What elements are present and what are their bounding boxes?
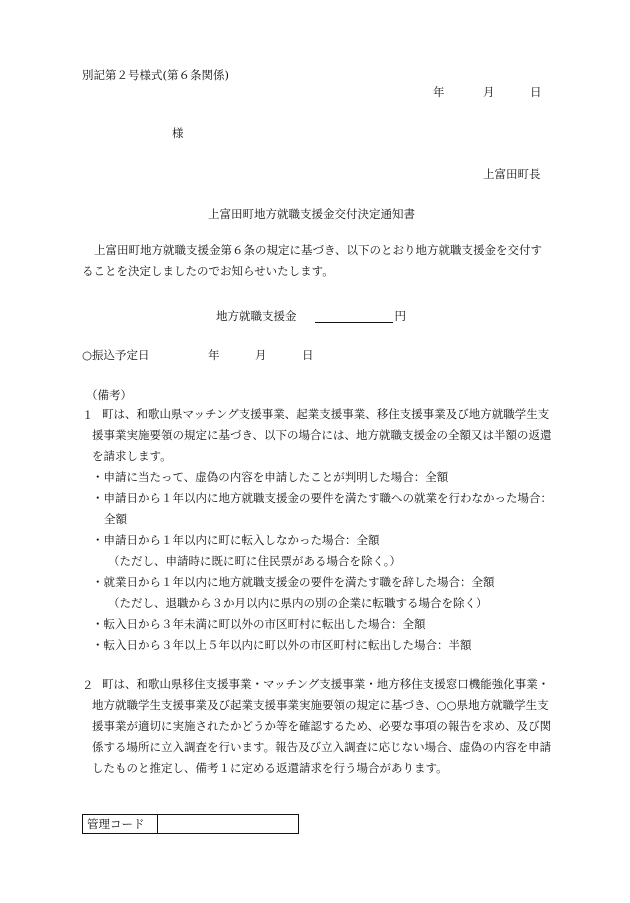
recipient-suffix: 様: [172, 126, 184, 140]
note-1-text: 町は、和歌山県マッチング支援事業、起業支援事業、移住支援事業及び地方就職学生支援事業実施要領の規定に基づき、以下の場合には、地方就職支援金の全額又は半額の返還を請求します。: [92, 407, 552, 463]
document-title: 上富田町地方就職支援金交付決定通知書: [208, 207, 415, 221]
date-year: 年: [433, 85, 445, 99]
admin-code-table: [82, 814, 299, 834]
list-item: ・転入日から３年未満に町以外の市区町村に転出した場合：全額: [92, 617, 426, 631]
amount-blank: [315, 312, 393, 323]
date-month: 月: [483, 85, 495, 99]
issuer: 上富田町長: [483, 167, 541, 181]
list-item: ・転入日から３年以上５年以内に町以外の市区町村に転出した場合：半額: [92, 638, 472, 652]
list-item: 全額: [104, 512, 127, 526]
admin-code-field[interactable]: [158, 815, 299, 834]
list-item: ・就業日から１年以内に地方就職支援金の要件を満たす職を辞した場合：全額: [92, 575, 495, 589]
transfer-label: ○振込予定日: [82, 348, 150, 362]
amount-unit: 円: [394, 309, 406, 323]
amount-row: [216, 311, 406, 323]
transfer-month: 月: [255, 348, 267, 362]
date-day: 日: [530, 85, 542, 99]
note-1-bullets: [92, 467, 562, 656]
transfer-day: 日: [302, 348, 314, 362]
amount-label: 地方就職支援金: [216, 309, 297, 323]
note-2-text: 町は、和歌山県移住支援事業・マッチング支援事業・地方移住支援窓口機能強化事業・地方就職学生支援事業及び起業支援事業実施要領の規定に基づき、○○県地方就職学生支援事業が適切に実施されたかどうか等を確認するため、必要な事項の報告を求め、及び関係する場所に立入調査を行います。報告及び立入調査に応じない場合、虚偽の内容を申請したものと推定し、備考１に定める返還請求を行う場合があります。: [92, 677, 552, 775]
list-item: （ただし、退職から３か月以内に県内の別の企業に転職する場合を除く）: [108, 596, 488, 610]
notes-heading: （備考）: [86, 388, 132, 402]
admin-code-label: 管理コード: [83, 815, 158, 834]
list-item: ・申請に当たって、虚偽の内容を申請したことが判明した場合：全額: [92, 470, 449, 484]
note-1-number: １: [82, 408, 94, 422]
list-item: （ただし、申請時に既に町に住民票がある場合を除く。）: [108, 554, 402, 568]
transfer-year: 年: [208, 348, 220, 362]
list-item: ・申請日から１年以内に町に転入しなかった場合：全額: [92, 533, 380, 547]
intro-paragraph: 上富田町地方就職支援金第６条の規定に基づき、以下のとおり地方就職支援金を交付することを決定しましたのでお知らせいたします。: [82, 243, 543, 278]
note-2-number: ２: [82, 678, 94, 692]
list-item: ・申請日から１年以内に地方就職支援金の要件を満たす職への就業を行わなかった場合：: [92, 491, 552, 505]
form-reference: 別記第２号様式(第６条関係): [82, 68, 229, 82]
